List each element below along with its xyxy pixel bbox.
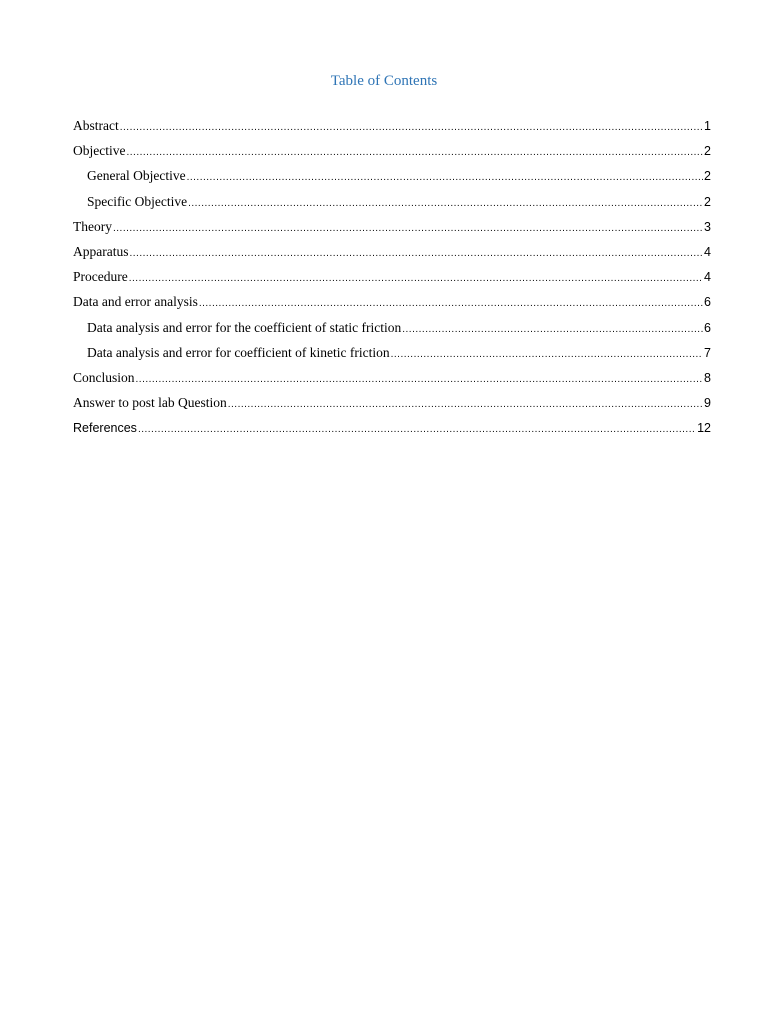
toc-entry-label: Procedure (73, 269, 128, 285)
toc-entry-procedure[interactable] (73, 267, 711, 292)
toc-entry-answer-to-post-lab-question[interactable] (73, 393, 711, 418)
toc-entry-label: Abstract (73, 118, 119, 133)
dot-leader (391, 345, 703, 365)
dot-leader (113, 219, 703, 239)
toc-entry-label: Apparatus (73, 243, 129, 259)
toc-entry-references[interactable] (73, 418, 711, 443)
dot-leader (187, 168, 703, 188)
dot-leader (199, 294, 703, 314)
toc-entry-label: Answer to post lab Question (73, 395, 227, 411)
toc-entry-label: References (73, 421, 137, 436)
toc-entry-page-number: 7 (704, 345, 711, 360)
toc-entry-page-number: 12 (697, 421, 711, 436)
toc-entry-general-objective[interactable] (73, 166, 711, 191)
toc-entry-label: Objective (73, 143, 126, 159)
dot-leader (126, 143, 703, 163)
toc-entry-objective[interactable] (73, 141, 711, 166)
dot-leader (138, 420, 696, 440)
toc-entry-label: Conclusion (73, 369, 135, 385)
toc-entry-label: Theory (73, 218, 112, 234)
toc-entry-label: Data analysis and error for the coefficient of static friction (87, 319, 402, 335)
toc-entry-page-number: 4 (704, 244, 711, 259)
dot-leader (129, 244, 703, 264)
toc-entry-label: Data and error analysis (73, 294, 198, 310)
dot-leader (188, 194, 703, 214)
toc-entry-page-number: 1 (704, 119, 711, 133)
toc-entry-page-number: 9 (704, 396, 711, 411)
toc-entry-kinetic-friction-analysis[interactable] (73, 343, 711, 368)
dot-leader (120, 118, 703, 138)
toc-entry-label: Specific Objective (87, 193, 188, 209)
toc-title: Table of Contents (330, 73, 438, 89)
toc-entry-label: General Objective (87, 168, 186, 184)
dot-leader (129, 269, 703, 289)
toc-entry-page-number: 2 (704, 194, 711, 209)
toc-entry-page-number: 6 (704, 320, 711, 335)
dot-leader (402, 320, 703, 340)
toc-entry-apparatus[interactable] (73, 242, 711, 267)
toc-entry-specific-objective[interactable] (73, 192, 711, 217)
toc-entry-page-number: 8 (704, 370, 711, 385)
dot-leader (228, 395, 703, 415)
toc-entry-page-number: 2 (704, 144, 711, 159)
toc-entry-static-friction-analysis[interactable] (73, 318, 711, 343)
toc-entry-page-number: 4 (704, 270, 711, 285)
toc-entry-page-number: 6 (704, 295, 711, 310)
toc-list (73, 116, 711, 443)
toc-entry-label: Data analysis and error for coefficient of kinetic friction (87, 344, 390, 360)
toc-entry-conclusion[interactable] (73, 368, 711, 393)
dot-leader (136, 370, 704, 390)
toc-entry-page-number: 3 (704, 219, 711, 234)
toc-entry-page-number: 2 (704, 169, 711, 184)
toc-entry-abstract[interactable] (73, 116, 711, 141)
toc-entry-data-and-error-analysis[interactable] (73, 292, 711, 317)
toc-entry-theory[interactable] (73, 217, 711, 242)
